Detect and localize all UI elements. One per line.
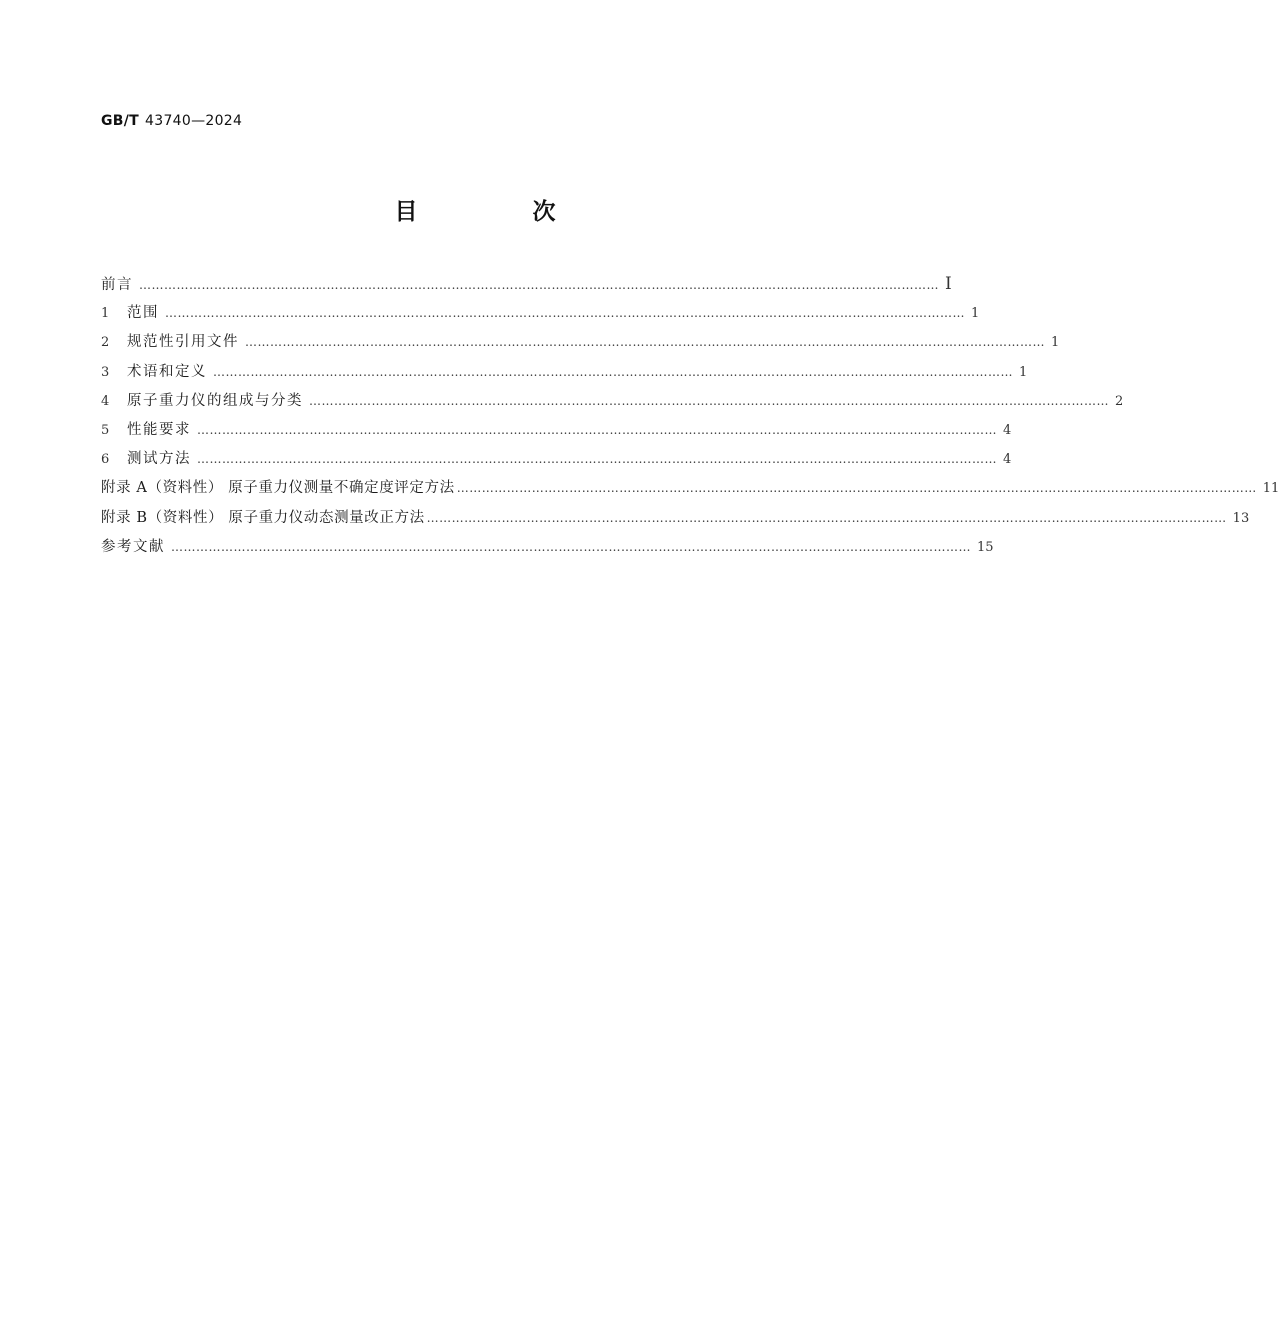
toc-title: 目 次 bbox=[394, 199, 602, 225]
toc-entry-page: 1 bbox=[1019, 364, 1028, 380]
toc-entry-page: 1 bbox=[971, 306, 980, 322]
toc-entry-terms-definitions[interactable] bbox=[101, 358, 1028, 387]
standard-prefix: GB/T bbox=[101, 113, 140, 129]
toc-entry-page: 1 bbox=[1051, 335, 1060, 351]
dot-leader: ………………………………………………………………………………………………………………………………………………………………………… bbox=[213, 364, 1013, 379]
dot-leader: ………………………………………………………………………………………………………………………………………………………………………… bbox=[197, 452, 997, 467]
toc-entry-label: 参考文献 bbox=[101, 538, 165, 555]
dot-leader: ………………………………………………………………………………………………………………………………………………………………………… bbox=[245, 335, 1045, 350]
toc-entry-page: 11 bbox=[1262, 481, 1279, 497]
dot-leader: ………………………………………………………………………………………………………………………………………………………………………… bbox=[426, 510, 1227, 525]
toc-entry-page: 2 bbox=[1115, 393, 1124, 409]
toc-entry-label: 原子重力仪的组成与分类 bbox=[127, 392, 303, 409]
toc-entry-label: 范围 bbox=[127, 305, 159, 322]
toc-entry-number: 2 bbox=[101, 335, 110, 351]
toc-entry-number: 1 bbox=[101, 306, 110, 322]
toc-entry-test-methods[interactable] bbox=[101, 445, 1012, 474]
toc-entry-number: 3 bbox=[101, 364, 110, 380]
toc-entry-label: 术语和定义 bbox=[127, 363, 207, 380]
toc-entry-page: Ⅰ bbox=[945, 274, 952, 294]
toc-entry-scope[interactable] bbox=[101, 299, 980, 328]
dot-leader: ………………………………………………………………………………………………………………………………………………………………………… bbox=[171, 539, 971, 554]
toc-entry-label: 性能要求 bbox=[127, 421, 191, 438]
toc-entry-performance-requirements[interactable] bbox=[101, 416, 1012, 445]
toc-entry-label: 前言 bbox=[101, 277, 133, 293]
toc-entry-page: 13 bbox=[1232, 510, 1250, 526]
toc-entry-label: 附录 B（资料性） 原子重力仪动态测量改正方法 bbox=[101, 509, 425, 526]
toc-entry-bibliography[interactable] bbox=[101, 533, 994, 562]
toc-entry-appendix-b[interactable] bbox=[101, 504, 1250, 533]
toc-entry-page: 15 bbox=[977, 539, 994, 555]
toc-entry-number: 4 bbox=[101, 393, 110, 409]
dot-leader: ………………………………………………………………………………………………………………………………………………………………………… bbox=[139, 278, 939, 292]
toc-entry-label: 规范性引用文件 bbox=[127, 334, 239, 351]
dot-leader: ………………………………………………………………………………………………………………………………………………………………………… bbox=[456, 481, 1257, 496]
toc-entry-page: 4 bbox=[1003, 452, 1012, 468]
table-of-contents bbox=[101, 270, 1279, 562]
dot-leader: ………………………………………………………………………………………………………………………………………………………………………… bbox=[309, 393, 1109, 408]
toc-entry-label: 测试方法 bbox=[127, 451, 191, 468]
standard-number: 43740—2024 bbox=[145, 113, 243, 129]
toc-entry-number: 5 bbox=[101, 422, 110, 438]
standard-code bbox=[101, 113, 242, 129]
dot-leader: ………………………………………………………………………………………………………………………………………………………………………… bbox=[165, 306, 965, 321]
toc-entry-number: 6 bbox=[101, 452, 110, 468]
toc-entry-appendix-a[interactable] bbox=[101, 474, 1279, 503]
toc-entry-foreword[interactable] bbox=[101, 270, 952, 299]
toc-entry-page: 4 bbox=[1003, 422, 1012, 438]
dot-leader: ………………………………………………………………………………………………………………………………………………………………………… bbox=[197, 422, 997, 437]
toc-entry-label: 附录 A（资料性） 原子重力仪测量不确定度评定方法 bbox=[101, 480, 455, 497]
toc-entry-composition-classification[interactable] bbox=[101, 387, 1124, 416]
toc-entry-normative-references[interactable] bbox=[101, 328, 1060, 357]
